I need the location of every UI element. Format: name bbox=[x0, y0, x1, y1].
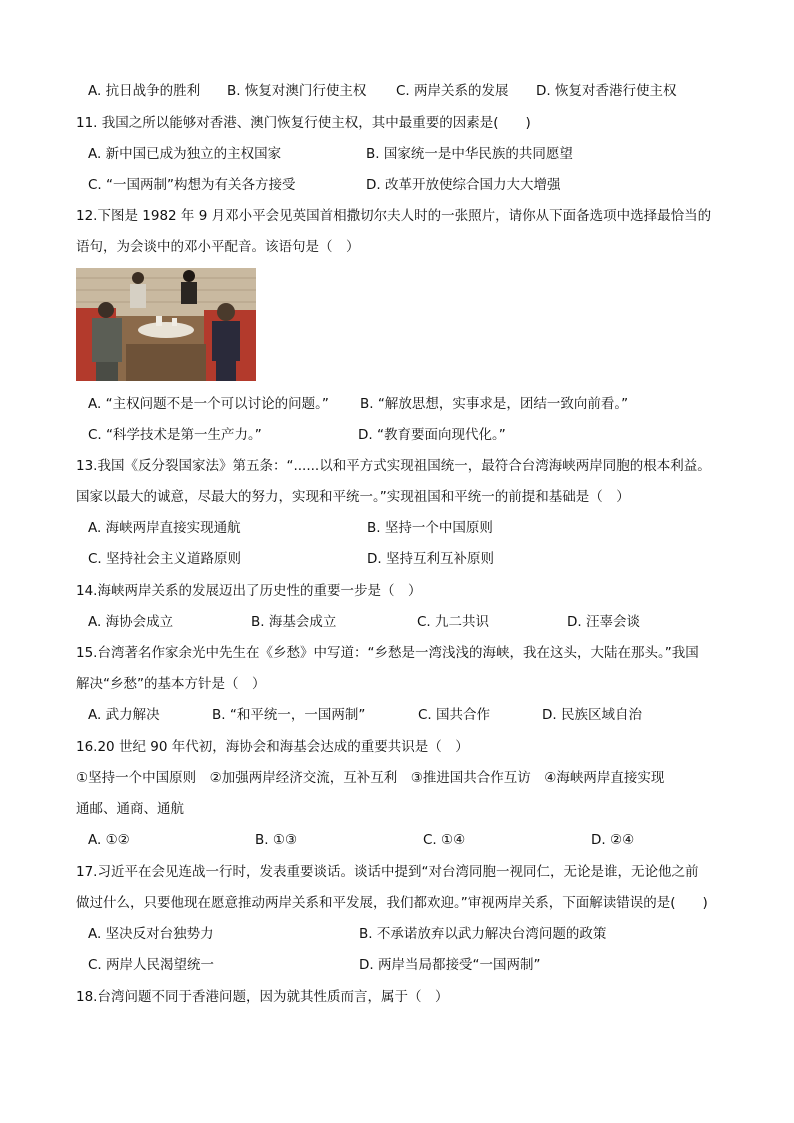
q10-option-a: A. 抗日战争的胜利 bbox=[88, 83, 201, 99]
q15-option-a: A. 武力解决 bbox=[88, 707, 160, 723]
q12-option-b: B. “解放思想，实事求是，团结一致向前看。” bbox=[360, 396, 629, 412]
q14-stem: 14.海峡两岸关系的发展迈出了历史性的重要一步是（ ） bbox=[76, 583, 422, 599]
q15-option-b: B. “和平统一，一国两制” bbox=[212, 707, 366, 723]
q15-options bbox=[88, 705, 728, 725]
q16-option-c: C. ①④ bbox=[423, 832, 466, 848]
q16-items-line2: 通邮、通商、通航 bbox=[76, 801, 184, 817]
q13-options-row2 bbox=[88, 549, 728, 569]
q11-stem: 11. 我国之所以能够对香港、澳门恢复行使主权，其中最重要的因素是( ) bbox=[76, 115, 531, 131]
q11-option-d: D. 改革开放使综合国力大大增强 bbox=[366, 177, 561, 193]
q12-stem-line2: 语句，为会谈中的邓小平配音。该语句是（ ） bbox=[76, 239, 360, 255]
q16-items-line1: ①坚持一个中国原则 ②加强两岸经济交流，互补互利 ③推进国共合作互访 ④海峡两岸直接实现 bbox=[76, 770, 665, 786]
q16-option-b: B. ①③ bbox=[255, 832, 298, 848]
q17-stem-line2: 做过什么，只要他现在愿意推动两岸关系和平发展，我们都欢迎。”审视两岸关系，下面解读错误的是( ) bbox=[76, 895, 708, 911]
q11-options-row1 bbox=[88, 144, 728, 164]
q14-option-d: D. 汪辜会谈 bbox=[567, 614, 640, 630]
q11-options-row2 bbox=[88, 175, 728, 195]
q10-option-d: D. 恢复对香港行使主权 bbox=[536, 83, 677, 99]
q12-options-row1 bbox=[88, 394, 728, 414]
q13-option-b: B. 坚持一个中国原则 bbox=[367, 520, 493, 536]
q17-option-a: A. 坚决反对台独势力 bbox=[88, 926, 214, 942]
q15-option-d: D. 民族区域自治 bbox=[542, 707, 642, 723]
q12-stem-line1: 12.下图是 1982 年 9 月邓小平会见英国首相撒切尔夫人时的一张照片，请你从下面备选项中选择最恰当的 bbox=[76, 208, 712, 224]
q11-option-c: C. “一国两制”构想为有关各方接受 bbox=[88, 177, 296, 193]
q10-option-c: C. 两岸关系的发展 bbox=[396, 83, 509, 99]
q12-options-row2 bbox=[88, 425, 728, 445]
q17-option-d: D. 两岸当局都接受“一国两制” bbox=[359, 957, 541, 973]
q13-stem-line1: 13.我国《反分裂国家法》第五条：“......以和平方式实现祖国统一，最符合台湾海峡两岸同胞的根本利益。 bbox=[76, 458, 711, 474]
q15-stem-line2: 解决“乡愁”的基本方针是（ ） bbox=[76, 676, 266, 692]
q13-option-a: A. 海峡两岸直接实现通航 bbox=[88, 520, 241, 536]
meeting-photo-image bbox=[76, 268, 256, 381]
q15-option-c: C. 国共合作 bbox=[418, 707, 491, 723]
q17-options-row2 bbox=[88, 955, 728, 975]
q14-options bbox=[88, 612, 728, 632]
q15-stem-line1: 15.台湾著名作家余光中先生在《乡愁》中写道：“乡愁是一湾浅浅的海峡，我在这头，大陆在那头。”我国 bbox=[76, 645, 699, 661]
q18-stem: 18.台湾问题不同于香港问题，因为就其性质而言，属于（ ） bbox=[76, 989, 449, 1005]
q10-option-b: B. 恢复对澳门行使主权 bbox=[227, 83, 367, 99]
q12-option-c: C. “科学技术是第一生产力。” bbox=[88, 427, 262, 443]
q16-option-d: D. ②④ bbox=[591, 832, 635, 848]
q14-option-b: B. 海基会成立 bbox=[251, 614, 337, 630]
q14-option-c: C. 九二共识 bbox=[417, 614, 490, 630]
q17-stem-line1: 17.习近平在会见连战一行时，发表重要谈话。谈话中提到“对台湾同胞一视同仁，无论是谁，无论他之前 bbox=[76, 864, 699, 880]
q13-option-d: D. 坚持互利互补原则 bbox=[367, 551, 494, 567]
q12-option-d: D. “教育要面向现代化。” bbox=[358, 427, 506, 443]
meeting-photo bbox=[76, 268, 256, 381]
q16-options bbox=[88, 830, 728, 850]
q13-options-row1 bbox=[88, 518, 728, 538]
q16-stem: 16.20 世纪 90 年代初，海协会和海基会达成的重要共识是（ ） bbox=[76, 739, 469, 755]
q17-options-row1 bbox=[88, 924, 728, 944]
q12-option-a: A. “主权问题不是一个可以讨论的问题。” bbox=[88, 396, 329, 412]
q11-option-a: A. 新中国已成为独立的主权国家 bbox=[88, 146, 282, 162]
q17-option-c: C. 两岸人民渴望统一 bbox=[88, 957, 215, 973]
q13-stem-line2: 国家以最大的诚意，尽最大的努力，实现和平统一。”实现祖国和平统一的前提和基础是（ ） bbox=[76, 489, 630, 505]
q11-option-b: B. 国家统一是中华民族的共同愿望 bbox=[366, 146, 573, 162]
q13-option-c: C. 坚持社会主义道路原则 bbox=[88, 551, 242, 567]
q10-options bbox=[88, 81, 728, 101]
q14-option-a: A. 海协会成立 bbox=[88, 614, 174, 630]
q17-option-b: B. 不承诺放弃以武力解决台湾问题的政策 bbox=[359, 926, 607, 942]
q16-option-a: A. ①② bbox=[88, 832, 130, 848]
